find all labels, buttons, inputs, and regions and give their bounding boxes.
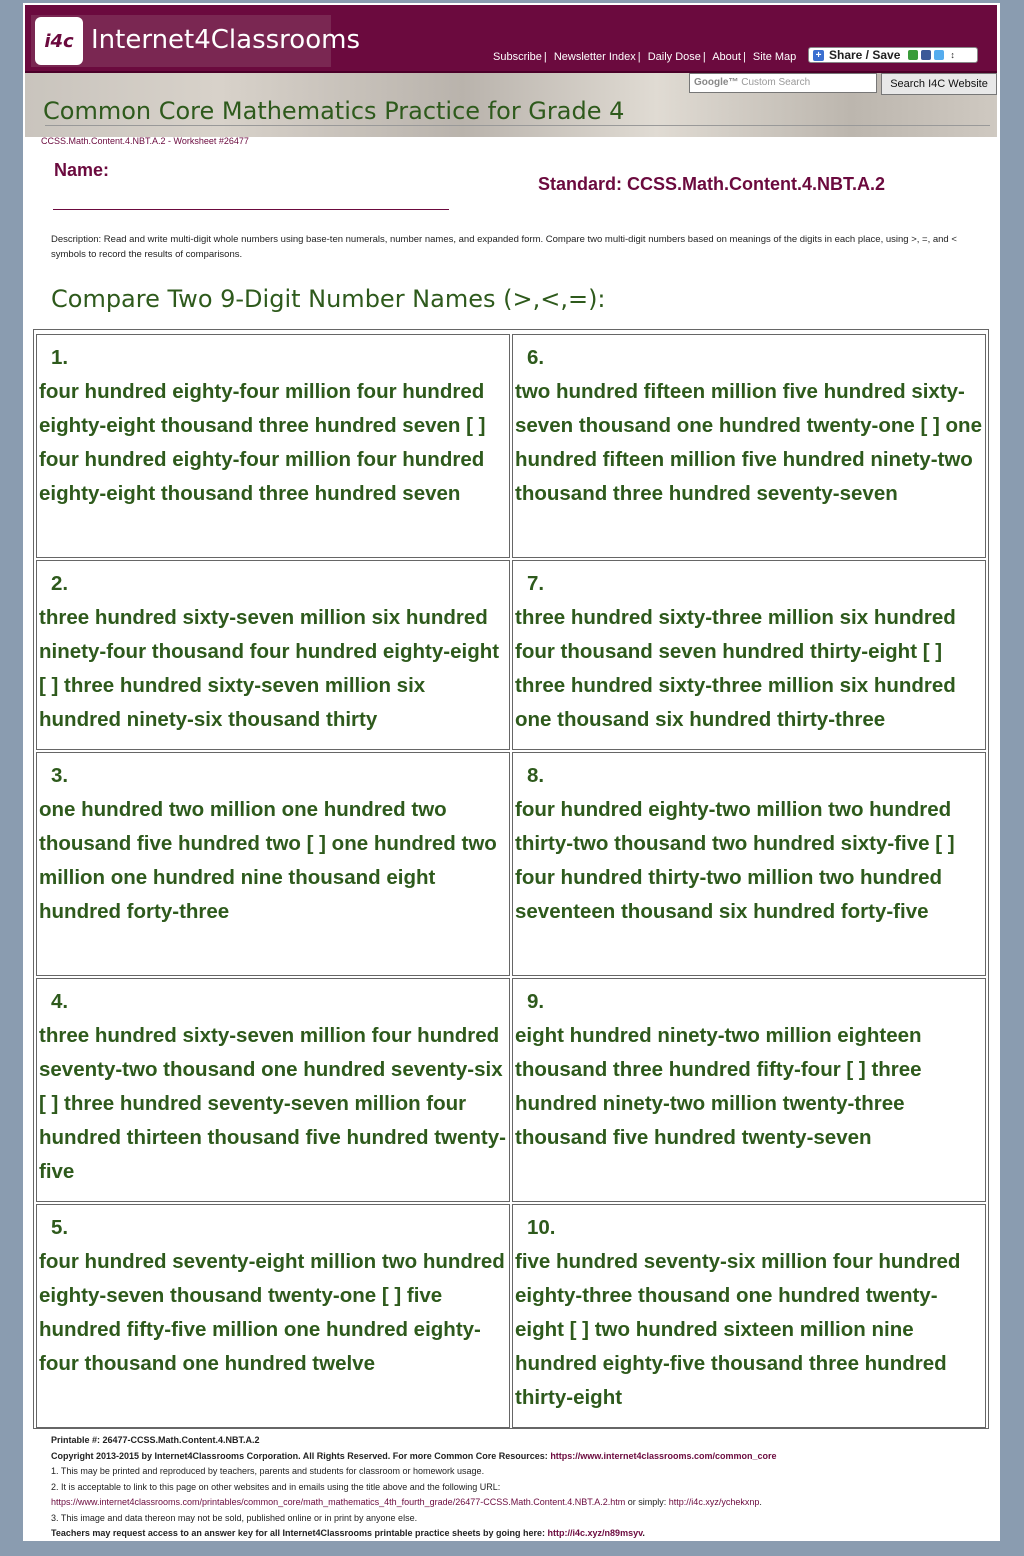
search-button[interactable]: Search I4C Website — [881, 73, 997, 95]
problem-cell — [512, 334, 986, 558]
nav-about[interactable]: About — [712, 51, 741, 63]
nav-site-map[interactable]: Site Map — [752, 51, 797, 63]
problem-text: five hundred seventy-six million four hundred eighty-three thousand one hundred twenty-eight [ ] two hundred sixteen million nine hundred eighty-five thousand three hundred thirty-eight — [515, 1250, 961, 1409]
problem-number: 8. — [527, 764, 545, 787]
problem-number: 7. — [527, 572, 545, 595]
twitter-icon — [934, 50, 944, 60]
problem-text: three hundred sixty-seven million four hundred seventy-two thousand one hundred seventy-six [ ] three hundred seventy-seven million four hundred thirteen thousand five hundred twenty-five — [39, 1024, 506, 1183]
url-line: https://www.internet4classrooms.com/printables/common_core/math_mathematics_4th_fourth_grade/26477-CCSS.Math.Content.4.NBT.A.2.htm or simply: http://i4c.xyz/ychekxnp. — [51, 1497, 762, 1507]
section-title: Compare Two 9-Digit Number Names (>,<,=): — [51, 285, 606, 313]
problem-cell — [36, 334, 510, 558]
page — [23, 3, 1000, 1541]
problem-cell — [36, 978, 510, 1202]
search-input[interactable] — [689, 73, 877, 93]
problem-number: 9. — [527, 990, 545, 1013]
short-url-link[interactable]: http://i4c.xyz/ychekxnp — [668, 1497, 760, 1507]
problem-text: one hundred two million one hundred two thousand five hundred two [ ] one hundred two million one hundred nine thousand eight hundred forty-three — [39, 798, 497, 923]
nav-subscribe[interactable]: Subscribe — [493, 51, 542, 63]
facebook-icon — [921, 50, 931, 60]
long-url-link[interactable]: https://www.internet4classrooms.com/printables/common_core/math_mathematics_4th_fourth_grade/26477-CCSS.Math.Content.4.NBT.A.2.htm — [51, 1497, 626, 1507]
name-label: Name: — [54, 160, 110, 180]
name-line — [53, 209, 449, 210]
top-nav: Subscribe | Newsletter Index | Daily Dose | About | Site Map — [493, 51, 797, 63]
problem-cell — [512, 1204, 986, 1428]
problem-text: four hundred eighty-two million two hundred thirty-two thousand two hundred sixty-five [ ] four hundred thirty-two million two hundred seventeen thousand six hundred forty-five — [515, 798, 955, 923]
problem-text: two hundred fifteen million five hundred sixty-seven thousand one hundred twenty-one [ ] one hundred fifteen million five hundred ninety-two thousand three hundred seventy-seven — [515, 380, 982, 505]
answer-key-link[interactable]: http://i4c.xyz/n89msyv — [547, 1528, 643, 1538]
page-title: Common Core Mathematics Practice for Grade 4 — [43, 97, 625, 125]
search-placeholder: Custom Search — [741, 77, 811, 88]
chevron-updown-icon: ↕ — [950, 50, 955, 60]
problem-number: 4. — [51, 990, 69, 1013]
note-3: 3. This image and data thereon may not be sold, published online or in print by anyone else. — [51, 1512, 418, 1523]
problem-cell — [512, 752, 986, 976]
problem-cell — [512, 560, 986, 750]
problem-number: 2. — [51, 572, 69, 595]
problem-number: 1. — [51, 346, 69, 369]
problem-number: 6. — [527, 346, 545, 369]
problem-text: eight hundred ninety-two million eighteen thousand three hundred fifty-four [ ] three hundred ninety-two million twenty-three thousand five hundred twenty-seven — [515, 1024, 922, 1149]
problem-number: 5. — [51, 1216, 69, 1239]
note-1: 1. This may be printed and reproduced by teachers, parents and students for classroom or homework usage. — [51, 1466, 485, 1476]
problem-cell — [36, 752, 510, 976]
common-core-link[interactable]: https://www.internet4classrooms.com/common_core — [550, 1450, 777, 1461]
site-logo[interactable] — [31, 15, 360, 67]
problem-number: 3. — [51, 764, 69, 787]
nav-daily-dose[interactable]: Daily Dose — [647, 51, 701, 63]
problem-text: four hundred seventy-eight million two hundred eighty-seven thousand twenty-one [ ] five hundred fifty-five million one hundred eighty-four thousand one hundred twelve — [39, 1250, 505, 1375]
problem-text: four hundred eighty-four million four hundred eighty-eight thousand three hundred seven [ ] four hundred eighty-four million four hundred eighty-eight thousand three hundred seven — [39, 380, 486, 505]
description: Description: Read and write multi-digit whole numbers using base-ten numerals, number names, and expanded form. Compare two multi-digit numbers based on meanings of the digits in each place, using >, =, and < symbols to record the results of comparisons. — [51, 234, 957, 260]
nav-newsletter-index[interactable]: Newsletter Index — [553, 51, 636, 63]
problem-cell — [512, 978, 986, 1202]
breadcrumb: CCSS.Math.Content.4.NBT.A.2 - Worksheet #26477 — [41, 136, 249, 146]
share-save-button[interactable] — [808, 47, 978, 63]
problem-number: 10. — [527, 1216, 556, 1239]
copyright: Copyright 2013-2015 by Internet4Classrooms Corporation. All Rights Reserved. For more Common Core Resources: https://www.internet4classrooms.com/common_core — [51, 1450, 777, 1461]
logo-mark-icon: i4c — [35, 17, 83, 65]
google-logo-icon: Google™ — [694, 77, 739, 88]
note-2: 2. It is acceptable to link to this page on other websites and in emails using the title above and the following URL: — [51, 1481, 501, 1492]
footer — [51, 1433, 981, 1542]
problem-text: three hundred sixty-three million six hundred four thousand seven hundred thirty-eight [ ] three hundred sixty-three million six hundred one thousand six hundred thirty-three — [515, 606, 956, 731]
plus-icon: + — [813, 50, 824, 61]
title-divider — [45, 125, 990, 126]
logo-text: Internet4Classrooms — [91, 25, 360, 55]
problem-text: three hundred sixty-seven million six hundred ninety-four thousand four hundred eighty-eight [ ] three hundred sixty-seven million six hundred ninety-six thousand thirty — [39, 606, 500, 731]
header-bar — [25, 5, 997, 73]
banner — [25, 73, 997, 137]
problem-cell — [36, 560, 510, 750]
share-label: Share / Save — [829, 48, 901, 62]
problem-cell — [36, 1204, 510, 1428]
standard-label: Standard: CCSS.Math.Content.4.NBT.A.2 — [538, 174, 886, 194]
email-icon — [908, 50, 918, 60]
printable-number: Printable #: 26477-CCSS.Math.Content.4.NBT.A.2 — [51, 1435, 260, 1445]
problem-grid — [33, 329, 989, 1429]
answer-key-note: Teachers may request access to an answer key for all Internet4Classrooms printable practice sheets by going here: http://i4c.xyz/n89msyv. — [51, 1528, 645, 1538]
